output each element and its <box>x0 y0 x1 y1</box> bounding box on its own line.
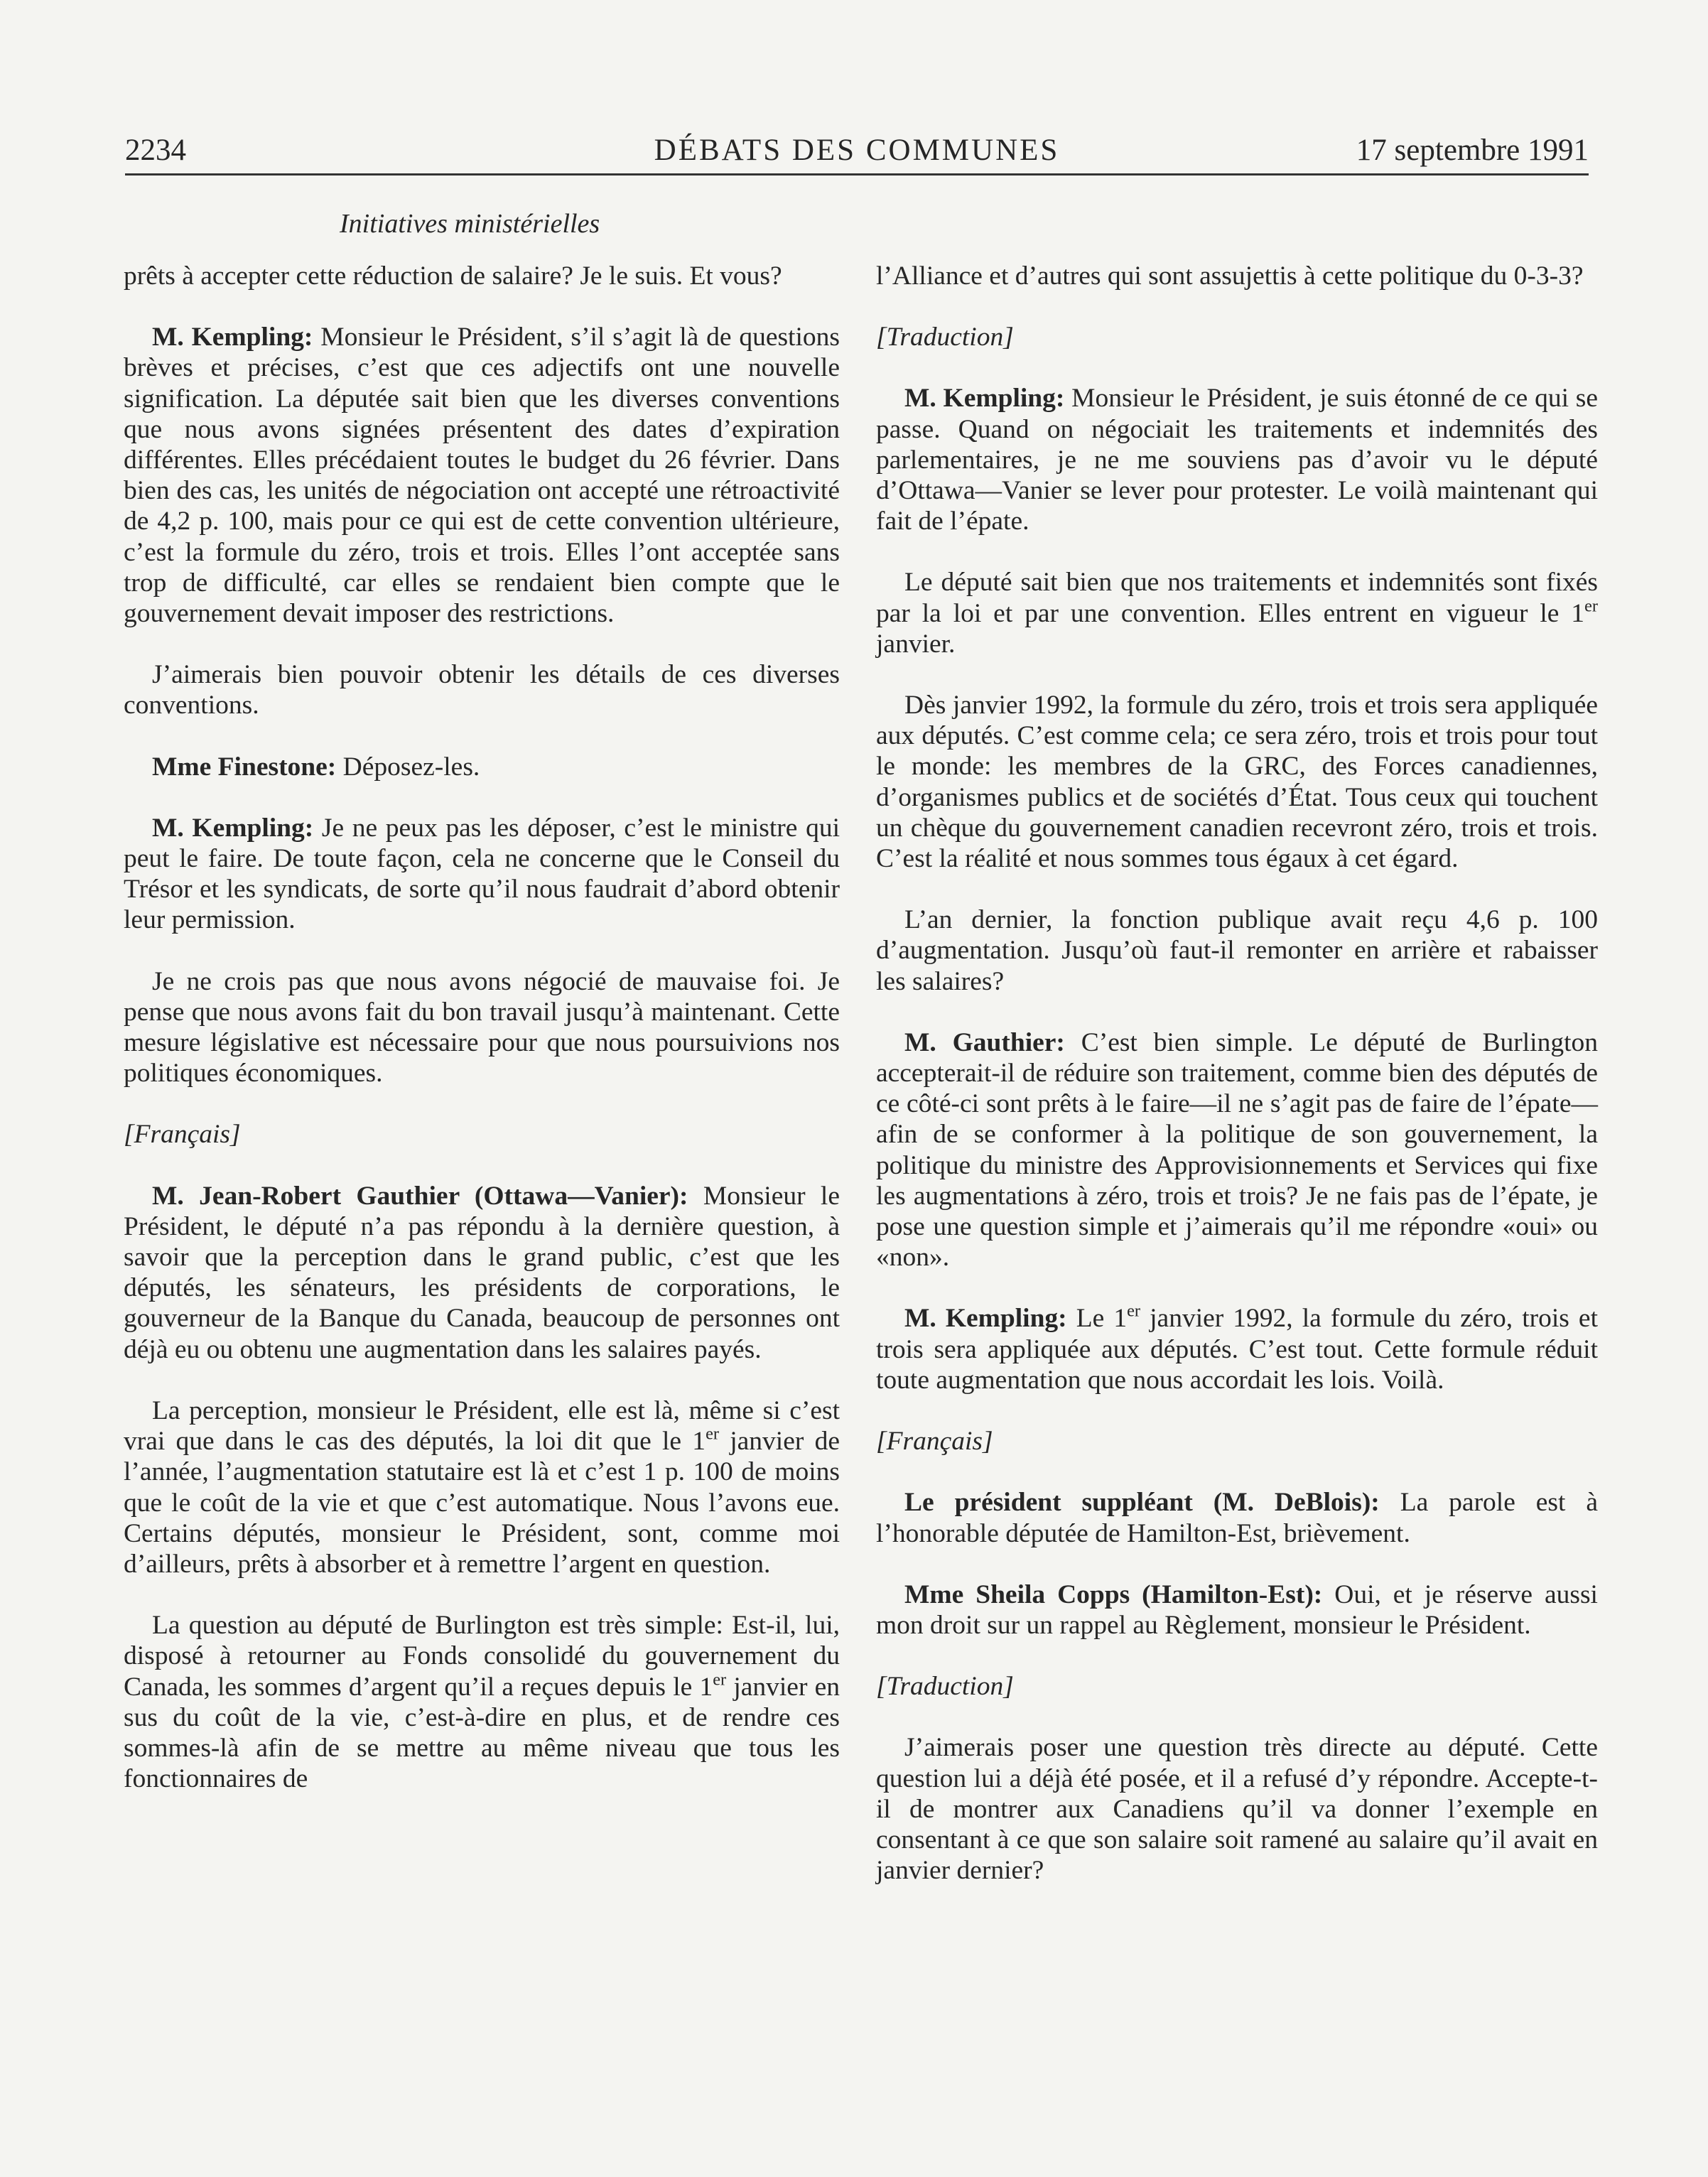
speech-paragraph <box>124 752 840 782</box>
text-run: janvier 1992, la formule du zéro, trois et trois sera appliquée aux députés. C’est tout. Cette formule réduit toute augmentation que nous accordait les lois. Voilà. <box>876 1304 1598 1395</box>
speech-text: Monsieur le Président, s’il s’agit là de questions brèves et précises, c’est que ces adjectifs ont une nouvelle signification. La députée sait bien que les diverses conventions que nous avons signées présentent des dates d’expiration différentes. Elles précédaient toutes le budget du 26 février. Dans bien des cas, les unités de négociation ont accepté une rétroactivité de 4,2 p. 100, mais pour ce qui est de cette convention ultérieure, c’est la formule du zéro, trois et trois. Elles l’ont acceptée sans trop de difficulté, car elles se rendaient bien compte que le gouvernement devait imposer des restrictions. <box>124 323 840 629</box>
text-run: janvier en sus du coût de la vie, c’est-à-dire en plus, et de rendre ces sommes-là afin de se mettre au même niveau que tous les fonctionnaires de <box>124 1672 841 1794</box>
speech-paragraph <box>876 1303 1598 1395</box>
publication-title: DÉBATS DES COMMUNES <box>654 134 1060 167</box>
language-tag: [Français] <box>124 1120 241 1150</box>
speech-text: Je ne peux pas les déposer, c’est le ministre qui peut le faire. De toute façon, cela ne concerne que le Conseil du Trésor et les syndicats, de sorte qu’il nous faudrait d’abord obtenir leur permission. <box>124 813 840 935</box>
speech-text: Monsieur le Président, je suis étonné de ce qui se passe. Quand on négociait les traitements et indemnités des parlementaires, je ne me souviens pas d’avoir vu le député d’Ottawa—Vanier se lever pour protester. Le voilà maintenant qui fait de l’épate. <box>876 384 1598 536</box>
left-column <box>124 261 840 1825</box>
language-tag: [Traduction] <box>876 1672 1014 1702</box>
speech-paragraph <box>876 383 1598 536</box>
speech-text: Oui, et je réserve aussi mon droit sur un rappel au Règlement, monsieur le Président. <box>876 1579 1598 1640</box>
language-tag: [Traduction] <box>876 323 1014 352</box>
speech-paragraph <box>124 813 840 936</box>
paragraph <box>124 1610 840 1794</box>
superscript: er <box>713 1669 727 1689</box>
paragraph: Je ne crois pas que nous avons négocié de mauvaise foi. Je pense que nous avons fait du bon travail jusqu’à maintenant. Cette mesure législative est nécessaire pour que nous poursuivions nos politiques économiques. <box>124 966 840 1088</box>
issue-date: 17 septembre 1991 <box>1356 134 1589 167</box>
paragraph: l’Alliance et d’autres qui sont assujettis à cette politique du 0-3-3? <box>876 261 1584 291</box>
paragraph <box>124 1395 840 1579</box>
speaker-name: M. Jean-Robert Gauthier (Ottawa—Vanier): <box>152 1181 688 1211</box>
text-run: La question au député de Burlington est très simple: Est-il, lui, disposé à retourner au Fonds consolidé du gouvernement du Canada, les sommes d’argent qu’il a reçues depuis le 1 <box>124 1611 840 1702</box>
speaker-name: Le président suppléant (M. DeBlois): <box>904 1488 1380 1518</box>
speech-paragraph <box>876 1027 1598 1273</box>
text-run: janvier de l’année, l’augmentation statutaire est là et c’est 1 p. 100 de moins que le coût de la vie et que c’est automatique. Nous l’avons eue. Certains députés, monsieur le Président, sont, comme moi d’ailleurs, prêts à absorber et à remettre l’argent en question. <box>124 1427 840 1579</box>
speaker-name: Mme Finestone: <box>152 752 337 782</box>
speaker-name: M. Gauthier: <box>904 1027 1065 1057</box>
running-head: Initiatives ministérielles <box>340 209 600 239</box>
speech-text: La parole est à l’honorable députée de Hamilton-Est, brièvement. <box>876 1488 1599 1548</box>
speaker-name: M. Kempling: <box>904 384 1065 414</box>
speech-paragraph <box>876 1487 1598 1548</box>
text-run: janvier. <box>876 629 956 659</box>
text-run: La perception, monsieur le Président, elle est là, même si c’est vrai que dans le cas des députés, la loi dit que le 1 <box>124 1395 840 1457</box>
speech-text: C’est bien simple. Le député de Burlington accepterait-il de réduire son traitement, comme bien des députés de ce côté-ci sont prêts à le faire—il ne s’agit pas de faire de l’épate—afin de se conformer à la politique de son gouvernement, la politique du ministre des Approvisionnements et Services qui fixe les augmentations à zéro, trois et trois? Je ne fais pas de l’épate, je pose une question simple et j’aimerais qu’il me répondre «oui» ou «non». <box>876 1027 1598 1273</box>
paragraph: prêts à accepter cette réduction de salaire? Je le suis. Et vous? <box>124 261 782 291</box>
superscript: er <box>1584 596 1598 615</box>
speech-text: Monsieur le Président, le député n’a pas répondu à la dernière question, à savoir que la perception dans le grand public, c’est que les députés, les sénateurs, les présidents de corporations, le gouverneur de la Banque du Canada, beaucoup de personnes ont déjà eu ou obtenu une augmentation dans les salaires payés. <box>124 1181 840 1364</box>
paragraph: J’aimerais poser une question très directe au député. Cette question lui a déjà été posée, et il a refusé d’y répondre. Accepte-t-il de montrer aux Canadiens qu’il va donner l’exemple en consentant à ce que son salaire soit ramené au salaire qu’il avait en janvier dernier? <box>876 1733 1598 1886</box>
paragraph <box>876 567 1598 659</box>
paragraph: J’aimerais bien pouvoir obtenir les détails de ces diverses conventions. <box>124 660 840 720</box>
text-run: Le député sait bien que nos traitements et indemnités sont fixés par la loi et par une convention. Elles entrent en vigueur le 1 <box>876 568 1598 628</box>
superscript: er <box>1127 1301 1141 1321</box>
paragraph: L’an dernier, la fonction publique avait reçu 4,6 p. 100 d’augmentation. Jusqu’où faut-il remonter en arrière et rabaisser les salaires? <box>876 905 1598 996</box>
speech-paragraph <box>124 322 840 629</box>
language-tag: [Français] <box>876 1427 993 1457</box>
text-run: Le 1 <box>1066 1304 1128 1334</box>
speech-text: Déposez-les. <box>336 752 480 782</box>
page-number: 2234 <box>125 134 186 167</box>
paragraph: Dès janvier 1992, la formule du zéro, trois et trois sera appliquée aux députés. C’est comme cela; ce sera zéro, trois et trois pour tout le monde: les membres de la GRC, des Forces canadiennes, d’organismes publics et de sociétés d’État. Tous ceux qui touchent un chèque du gouvernement canadien recevront zéro, trois et trois. C’est la réalité et nous sommes tous égaux à cet égard. <box>876 691 1598 874</box>
speech-paragraph <box>124 1181 840 1365</box>
speaker-name: M. Kempling: <box>152 813 314 843</box>
speaker-name: Mme Sheila Copps (Hamilton-Est): <box>904 1579 1323 1609</box>
page-header <box>125 134 1589 175</box>
speaker-name: M. Kempling: <box>152 323 313 352</box>
speaker-name: M. Kempling: <box>904 1304 1067 1334</box>
superscript: er <box>706 1424 719 1444</box>
right-column <box>876 261 1598 1916</box>
speech-paragraph <box>876 1579 1598 1641</box>
